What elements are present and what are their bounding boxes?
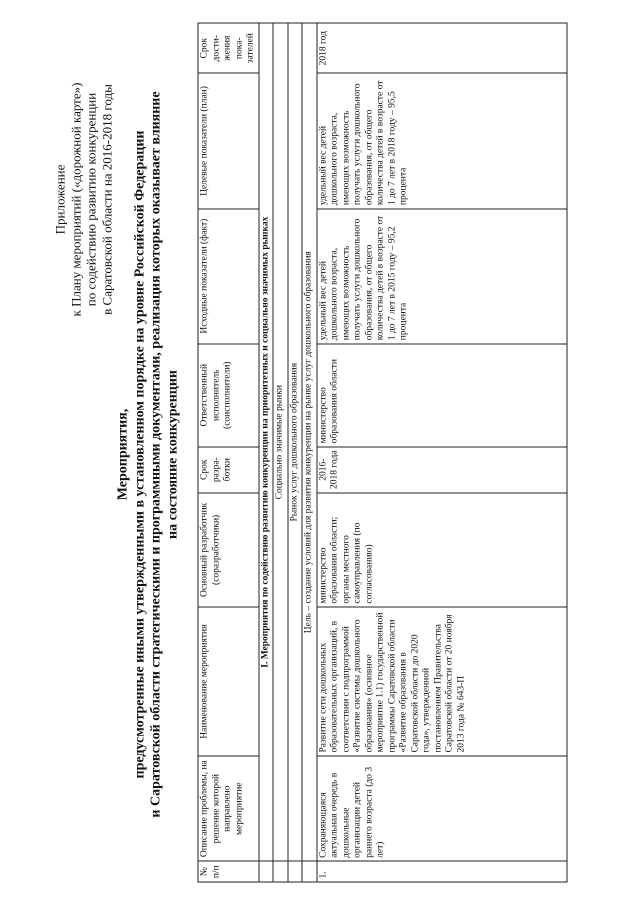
title-line: предусмотренные иными утвержденными в установленном порядке на уровне Российской Федерации: [132, 130, 147, 779]
subsection-row: [273, 23, 288, 882]
header-executor: Ответственный исполнитель (соисполнители): [198, 344, 259, 447]
rotated-page: [1, 0, 640, 905]
table-header-row: [198, 23, 259, 882]
row-name: Развитие сети дошкольных образовательных организаций, в соответствии с подпрограммой «Развитие системы дошкольного образования» (основное мероприятие 1.1) государственной программы Саратовской области «Развитие образования в Саратовской области до 2020 года», утвержденной постановлением Правительства Саратовской области от 20 ноября 2013 года № 643-П: [317, 607, 567, 756]
row-initial: удельный вес детей дошкольного возраста, имеющих возможность получать услуги дошкольного образования, от общего количества детей в возрасте от 1 до 7 лет в 2015 году – 95,2 процента: [317, 209, 567, 344]
header-achieve: Срок дости-жения пока-зателей: [198, 23, 259, 73]
section-row: [259, 23, 274, 882]
goal-row: [302, 23, 317, 882]
document-title: [116, 25, 182, 885]
header-developer: Основный разработчик (соразработчики): [198, 493, 259, 608]
row-achieve: 2018 год: [317, 23, 567, 73]
document-page: [1, 0, 640, 905]
market-title: Рынок услуг дошкольного образования: [288, 23, 303, 861]
row-target: удельный вес детей дошкольного возраста, имеющих возможность получать услуги дошкольного образования, от общего количества детей в возрасте от 1 до 7 лет в 2018 году – 95,5 процента: [317, 73, 567, 208]
row-executor: министерство образования области: [317, 344, 567, 447]
subsection-title: Социально значимые рынки: [273, 23, 288, 861]
title-line: Мероприятия,: [115, 408, 131, 501]
header-deadline: Срок разра-ботки: [198, 447, 259, 493]
header-name: Наименование мероприятия: [198, 607, 259, 756]
row-developer: министерство образования области; органы местного самоуправления (по согласованию): [317, 493, 567, 608]
appendix-line: к Плану мероприятий («дорожной карте»): [68, 82, 83, 317]
row-problem: Сохраняющаяся актуальная очередь в дошкольные организации детей раннего возраста (до 3 лет): [317, 756, 567, 861]
market-row: [288, 23, 303, 882]
appendix-line: по содействию развитию конкуренции: [83, 92, 99, 307]
appendix-line: в Саратовской области на 2016-2018 годы: [99, 84, 114, 315]
row-num: 1.: [317, 861, 567, 882]
appendix-line: Приложение: [52, 164, 68, 235]
measures-table: [198, 23, 568, 883]
header-num: № п/п: [198, 861, 259, 882]
header-problem: Описание проблемы, на решение которой направлено мероприятие: [198, 756, 259, 861]
appendix-header: [53, 40, 115, 360]
row-deadline: 2016-2018 года: [317, 447, 567, 493]
goal-title: Цель – создание условий для развития конкуренции на рынке услуг дошкольного образования: [302, 23, 317, 861]
table-row: [317, 23, 567, 882]
section-title: I. Мероприятия по содействию развитию конкуренции на приоритетных и социально значимых рынках: [259, 23, 274, 861]
header-initial: Исходные показатели (факт): [198, 209, 259, 344]
title-line: и Саратовской области стратегическими и программными документами, реализация которых оказывает влияние: [148, 91, 164, 818]
header-target: Целевые показатели (план): [198, 73, 259, 208]
title-line: на состояние конкуренции: [165, 370, 180, 539]
